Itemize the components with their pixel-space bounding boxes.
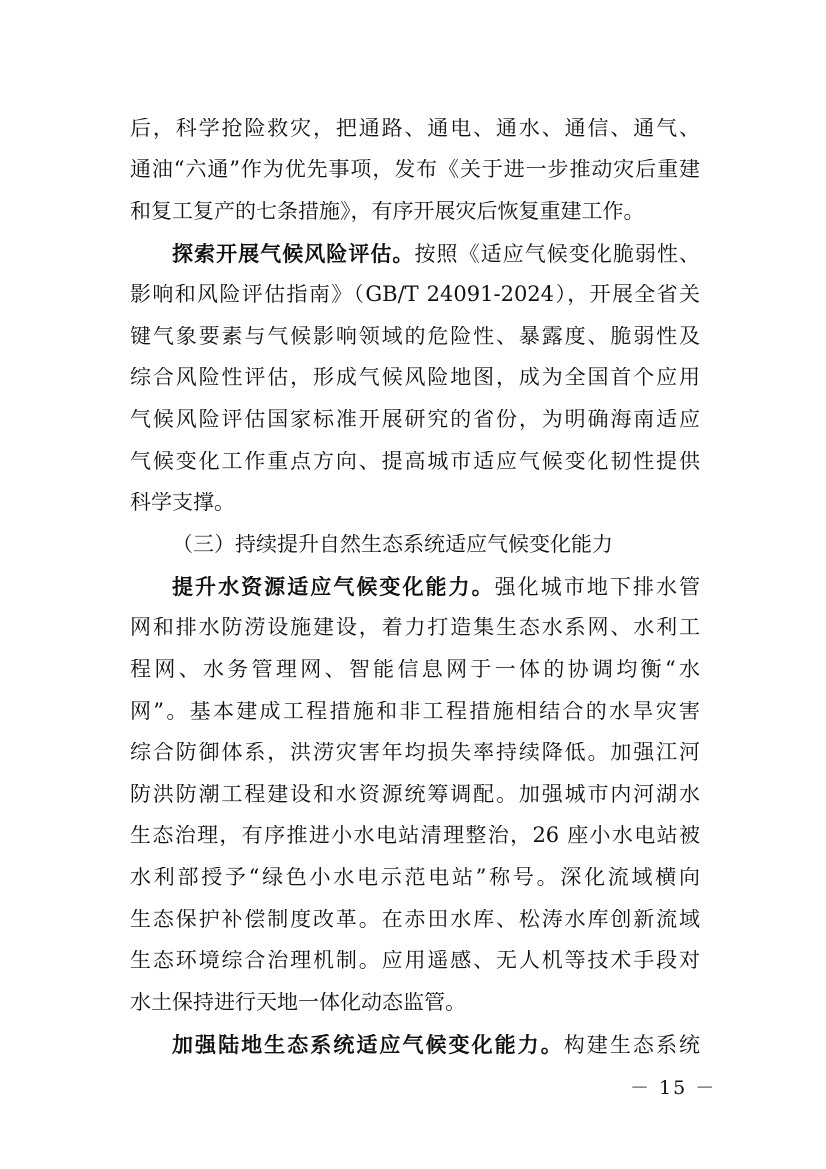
paragraph-2-line-6: 气候变化工作重点方向、提高城市适应气候变化韧性提供 bbox=[130, 451, 700, 472]
paragraph-2-first-rest: 按照《适应气候变化脆弱性、 bbox=[414, 243, 700, 265]
paragraph-2-lead: 探索开展气候风险评估。 bbox=[172, 243, 415, 265]
paragraph-1-line-2: 通油“六通”作为优先事项，发布《关于进一步推动灾后重建 bbox=[130, 159, 700, 180]
paragraph-3-line-2: 网和排水防涝设施建设，着力打造集生态水系网、水利工 bbox=[130, 617, 700, 638]
paragraph-3-line-3: 程网、水务管理网、智能信息网于一体的协调均衡“水 bbox=[130, 659, 700, 680]
paragraph-4-first-rest: 构建生态系统 bbox=[563, 1034, 700, 1056]
paragraph-3-first-rest: 强化城市地下排水管 bbox=[494, 576, 700, 598]
paragraph-1-line-1: 后，科学抢险救灾，把通路、通电、通水、通信、通气、 bbox=[130, 118, 700, 139]
paragraph-4-line-1 bbox=[172, 1034, 700, 1056]
page-number: － 15 － bbox=[630, 1077, 717, 1099]
paragraph-3-line-9: 生态保护补偿制度改革。在赤田水库、松涛水库创新流域 bbox=[130, 909, 700, 930]
paragraph-3-line-4: 网”。基本建成工程措施和非工程措施相结合的水旱灾害 bbox=[130, 701, 700, 722]
paragraph-2-line-3: 键气象要素与气候影响领域的危险性、暴露度、脆弱性及 bbox=[130, 326, 700, 347]
paragraph-3-line-10: 生态环境综合治理机制。应用遥感、无人机等技术手段对 bbox=[130, 950, 700, 971]
paragraph-2-line-7: 科学支撑。 bbox=[130, 492, 235, 513]
paragraph-3-line-8: 水利部授予“绿色小水电示范电站”称号。深化流域横向 bbox=[130, 867, 700, 888]
section-heading: （三）持续提升自然生态系统适应气候变化能力 bbox=[172, 534, 613, 555]
paragraph-2-line-2: 影响和风险评估指南》（GB/T 24091-2024），开展全省关 bbox=[130, 284, 700, 305]
paragraph-3-line-5: 综合防御体系，洪涝灾害年均损失率持续降低。加强江河 bbox=[130, 742, 700, 763]
paragraph-3-line-6: 防洪防潮工程建设和水资源统筹调配。加强城市内河湖水 bbox=[130, 784, 700, 805]
paragraph-3-line-7: 生态治理，有序推进小水电站清理整治，26 座小水电站被 bbox=[130, 825, 700, 846]
paragraph-3-lead: 提升水资源适应气候变化能力。 bbox=[172, 576, 495, 598]
paragraph-1-line-3: 和复工复产的七条措施》，有序开展灾后恢复重建工作。 bbox=[130, 201, 645, 222]
paragraph-2-line-5: 气候风险评估国家标准开展研究的省份，为明确海南适应 bbox=[130, 409, 700, 430]
paragraph-4-lead: 加强陆地生态系统适应气候变化能力。 bbox=[172, 1034, 564, 1056]
paragraph-3-line-11: 水土保持进行天地一体化动态监管。 bbox=[130, 992, 466, 1013]
paragraph-2-line-1 bbox=[172, 243, 700, 265]
paragraph-3-line-1 bbox=[172, 576, 700, 598]
paragraph-2-line-4: 综合风险性评估，形成气候风险地图，成为全国首个应用 bbox=[130, 367, 700, 388]
